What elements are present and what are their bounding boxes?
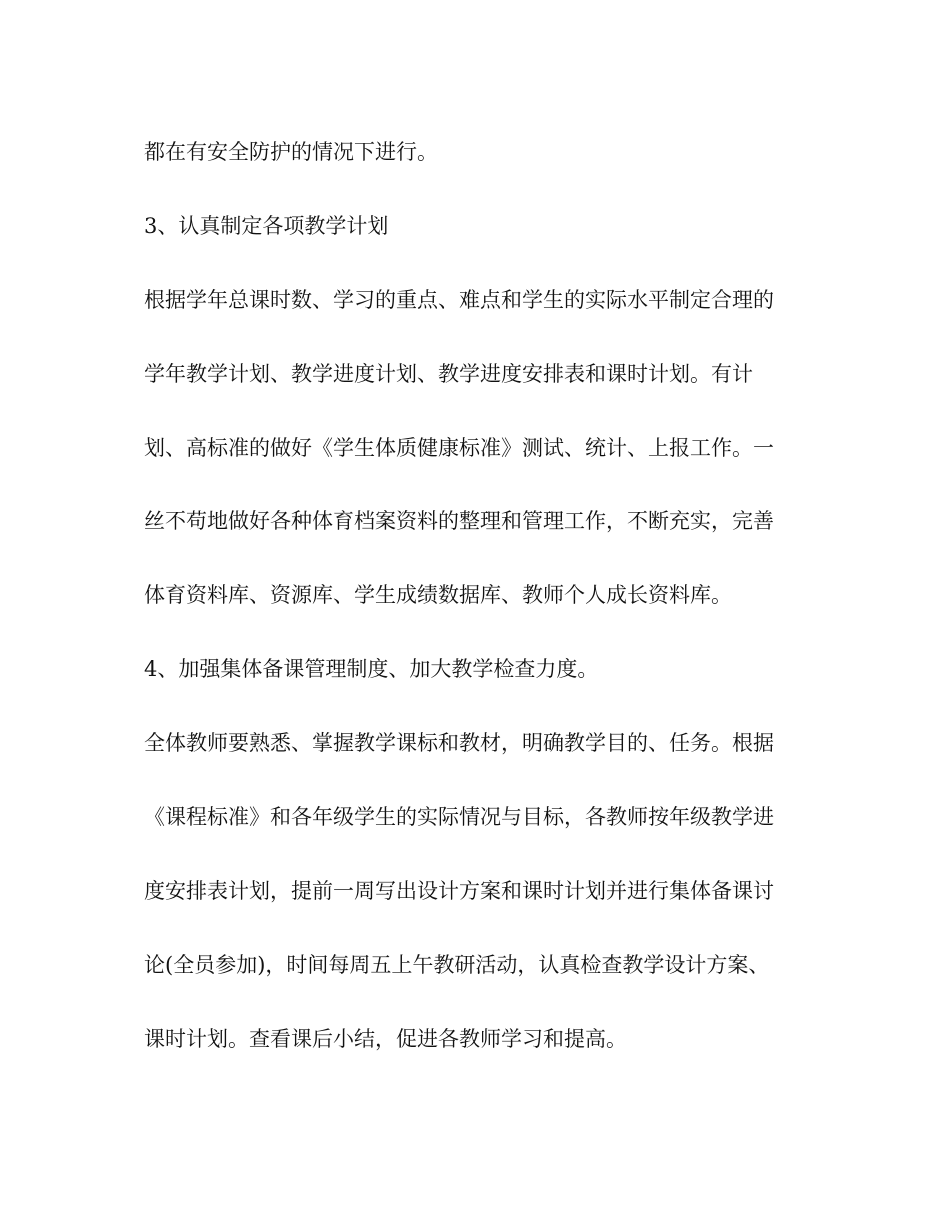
text-line: 根据学年总课时数、学习的重点、难点和学生的实际水平制定合理的 <box>144 287 774 312</box>
text-line: 论(全员参加)，时间每周五上午教研活动，认真检查教学设计方案、 <box>144 952 770 977</box>
text-line: 度安排表计划，提前一周写出设计方案和课时计划并进行集体备课讨 <box>144 878 774 903</box>
text-line: 全体教师要熟悉、掌握教学课标和教材，明确教学目的、任务。根据 <box>144 731 774 756</box>
document-body <box>144 134 814 1095</box>
section-heading: 4、加强集体备课管理制度、加大教学检查力度。 <box>144 657 599 682</box>
text-line: 《课程标准》和各年级学生的实际情况与目标，各教师按年级教学进 <box>144 805 774 830</box>
text-line: 学年教学计划、教学进度计划、教学进度安排表和课时计划。有计 <box>144 361 753 386</box>
text-line: 课时计划。查看课后小结，促进各教师学习和提高。 <box>144 1026 627 1051</box>
text-line: 都在有安全防护的情况下进行。 <box>144 140 438 164</box>
text-line: 丝不苟地做好各种体育档案资料的整理和管理工作，不断充实，完善 <box>144 509 774 534</box>
text-line: 体育资料库、资源库、学生成绩数据库、教师个人成长资料库。 <box>144 583 732 608</box>
section-heading: 3、认真制定各项教学计划 <box>144 213 389 238</box>
text-line: 划、高标准的做好《学生体质健康标准》测试、统计、上报工作。一 <box>144 435 774 460</box>
